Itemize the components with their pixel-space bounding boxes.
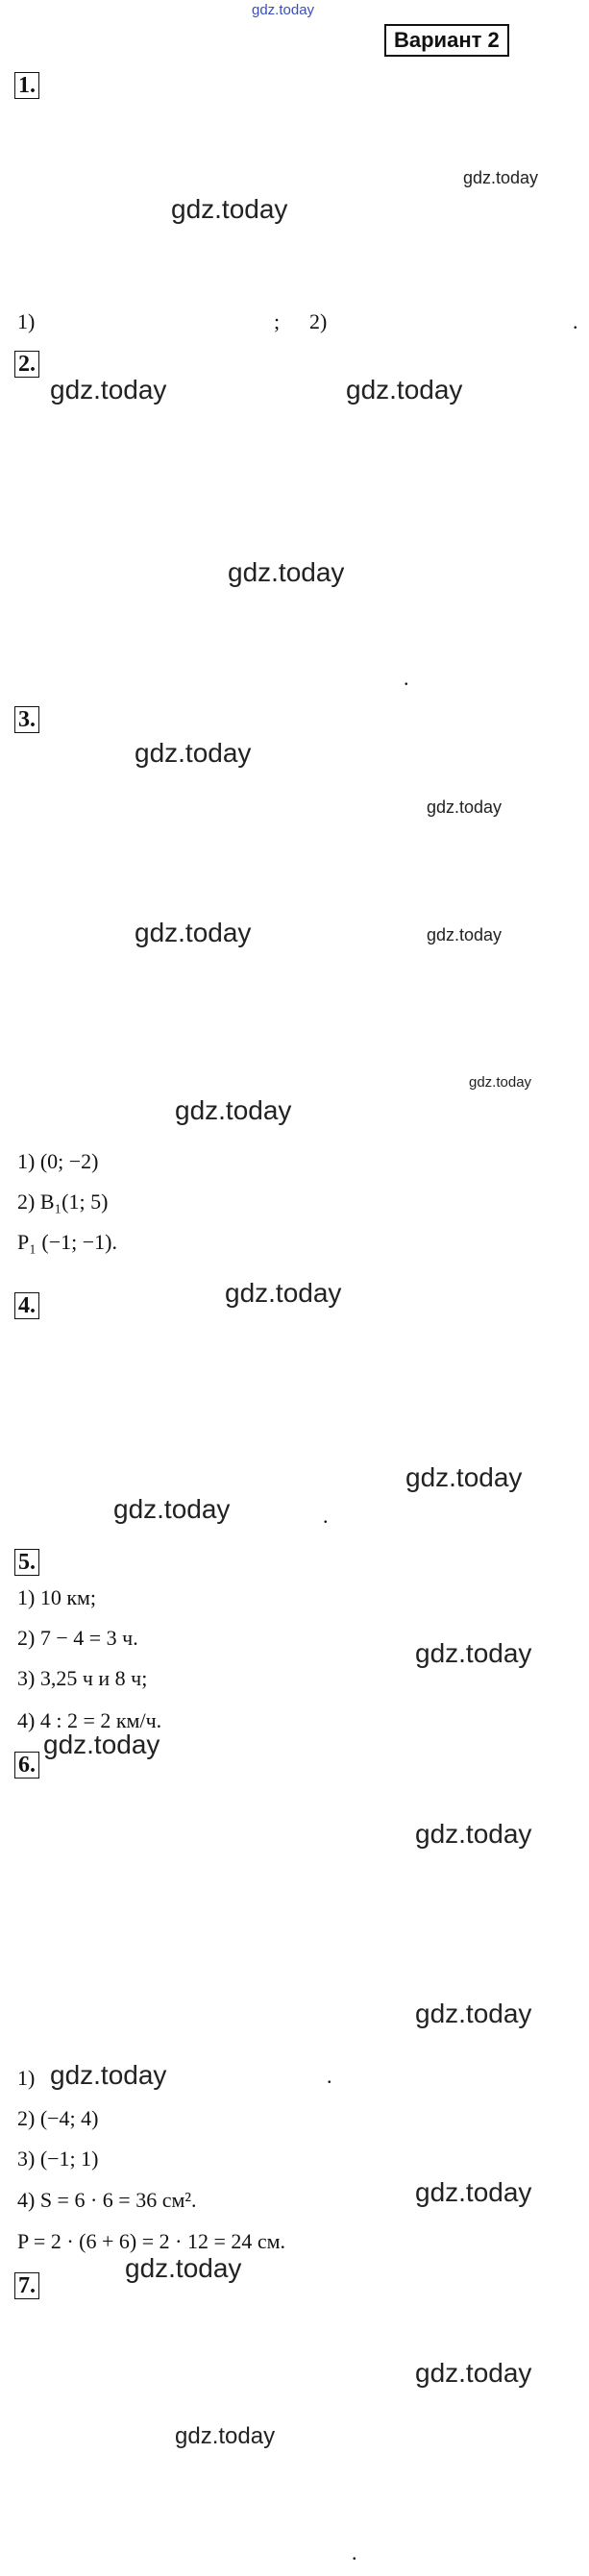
- t5-answer-3: 3) 3,25 ч и 8 ч;: [17, 1666, 148, 1690]
- task-number-4: 4.: [14, 1292, 39, 1319]
- t2-label-a1: A1: [196, 511, 216, 527]
- site-logo: gdz.today: [252, 2, 315, 18]
- watermark: gdz.today: [50, 2060, 167, 2090]
- t6-label-y: y: [208, 1830, 216, 1847]
- variant-title: Вариант 2: [384, 24, 509, 57]
- watermark: gdz.today: [405, 1462, 523, 1492]
- t5-answer-2: 2) 7 − 4 = 3 ч.: [17, 1626, 138, 1650]
- t7-label-0: 0: [149, 2506, 156, 2517]
- watermark: gdz.today: [415, 1638, 532, 1668]
- watermark: gdz.today: [427, 797, 503, 817]
- t6-answer-4: 4) S = 6 · 6 = 36 см².: [17, 2188, 197, 2212]
- watermark: gdz.today: [113, 1494, 231, 1524]
- t6-label-b: B: [65, 1861, 76, 1877]
- t2-label-c1: C1: [156, 660, 176, 676]
- t1-separator: ;: [274, 309, 281, 333]
- watermark: gdz.today: [415, 2358, 532, 2388]
- t4-label-k: K: [94, 1440, 105, 1457]
- t7-label-1-x: 1: [183, 2501, 189, 2513]
- task-number-5: 5.: [14, 1549, 39, 1576]
- t6-label-2: 2: [236, 1996, 243, 2007]
- t6-label-1-x: 1: [158, 1996, 164, 2007]
- t5-answer-1: 1) 10 км;: [17, 1585, 97, 1609]
- t3-answer-3: P₁ (−1; −1).: [17, 1230, 117, 1254]
- t2-label-e: E: [380, 533, 390, 550]
- t1-label-k: K: [106, 274, 117, 290]
- t6-answer-2: 2) (−4; 4): [17, 2106, 99, 2130]
- t1-label-b2: b: [548, 239, 557, 256]
- t1-label-m: m: [490, 283, 504, 300]
- t7-label-4: 4: [146, 2395, 153, 2407]
- t2-label-e1: E1: [35, 511, 54, 527]
- watermark: gdz.today: [228, 557, 345, 587]
- watermark: gdz.today: [175, 1095, 292, 1125]
- t6-label-d: D: [254, 2042, 264, 2058]
- task-number-3: 3.: [14, 706, 39, 733]
- watermark: gdz.today: [415, 1999, 532, 2028]
- t7-label-1-y: 1: [147, 2454, 154, 2466]
- t4-end: .: [323, 1504, 329, 1528]
- t3-answer-2: 2) B₁(1; 5): [17, 1190, 109, 1214]
- t3-label-y: y: [142, 768, 151, 784]
- t1-end: .: [573, 309, 578, 333]
- t6-answer-3: 3) (−1; 1): [17, 2147, 99, 2171]
- t2-label-a: A: [209, 547, 221, 563]
- t1-label-b: b: [255, 293, 264, 309]
- task-number-6: 6.: [14, 1752, 39, 1779]
- t3-label-p1: P1: [83, 1011, 102, 1027]
- t1-answer-2: 2): [309, 309, 328, 333]
- t3-label-minus2: -2: [108, 1033, 122, 1049]
- watermark: gdz.today: [171, 194, 288, 224]
- t6-label-minus4: -4: [67, 1996, 77, 2007]
- t7-end: .: [352, 2540, 357, 2564]
- t1-label-c: C: [168, 153, 180, 169]
- t3-label-x: x: [298, 1006, 307, 1022]
- task-number-2: 2.: [14, 351, 39, 378]
- t2-label-c: C: [258, 407, 269, 424]
- task-number-1: 1.: [14, 72, 39, 99]
- watermark: gdz.today: [50, 375, 167, 405]
- watermark: gdz.today: [175, 2423, 276, 2449]
- t1-answer-1: 1): [17, 309, 36, 333]
- watermark: gdz.today: [463, 168, 539, 187]
- watermark: gdz.today: [415, 1819, 532, 1849]
- t2-end: .: [404, 666, 409, 690]
- watermark: gdz.today: [135, 738, 252, 768]
- watermark: gdz.today: [125, 2253, 242, 2283]
- t6-label-minus2: -2: [179, 2048, 188, 2059]
- t6-end: .: [327, 2064, 332, 2088]
- t6-label-x: x: [290, 1999, 299, 2016]
- t5-answer-4: 4) 4 : 2 = 2 км/ч.: [17, 1708, 162, 1732]
- watermark: gdz.today: [427, 925, 503, 945]
- t6-answer-1: 1): [17, 2066, 36, 2090]
- t3-label-b: B: [165, 1102, 177, 1118]
- watermark: gdz.today: [225, 1278, 342, 1308]
- t3-answer-1: 1) (0; −2): [17, 1149, 99, 1173]
- task-number-7: 7.: [14, 2272, 39, 2299]
- t4-label-e: E: [286, 1440, 297, 1457]
- t3-label-minus5: -5: [96, 1110, 110, 1126]
- t6-label-0: 0: [183, 1996, 189, 2007]
- t6-label-4: 4: [181, 1892, 187, 1903]
- t4-label-a: A: [208, 1440, 218, 1457]
- t3-label-p: P: [83, 937, 93, 953]
- t7-label-y: y: [179, 2318, 185, 2332]
- t6-label-c: C: [255, 1861, 265, 1877]
- t7-label-x: x: [304, 2509, 310, 2520]
- t6-label-a: A: [69, 2046, 80, 2062]
- t3-label-b1: B1: [142, 816, 162, 832]
- t1-label-k2: K: [389, 242, 401, 258]
- watermark: gdz.today: [415, 2177, 532, 2207]
- t6-answer-5: P = 2 · (6 + 6) = 2 · 12 = 24 см.: [17, 2229, 286, 2253]
- watermark: gdz.today: [135, 918, 252, 947]
- watermark: gdz.today: [469, 1074, 532, 1091]
- watermark: gdz.today: [346, 375, 463, 405]
- t4-label-m: M: [17, 1410, 30, 1426]
- t3-label-5: 5: [104, 837, 112, 853]
- watermark: gdz.today: [43, 1730, 160, 1759]
- t6-label-1-y: 1: [183, 1961, 189, 1973]
